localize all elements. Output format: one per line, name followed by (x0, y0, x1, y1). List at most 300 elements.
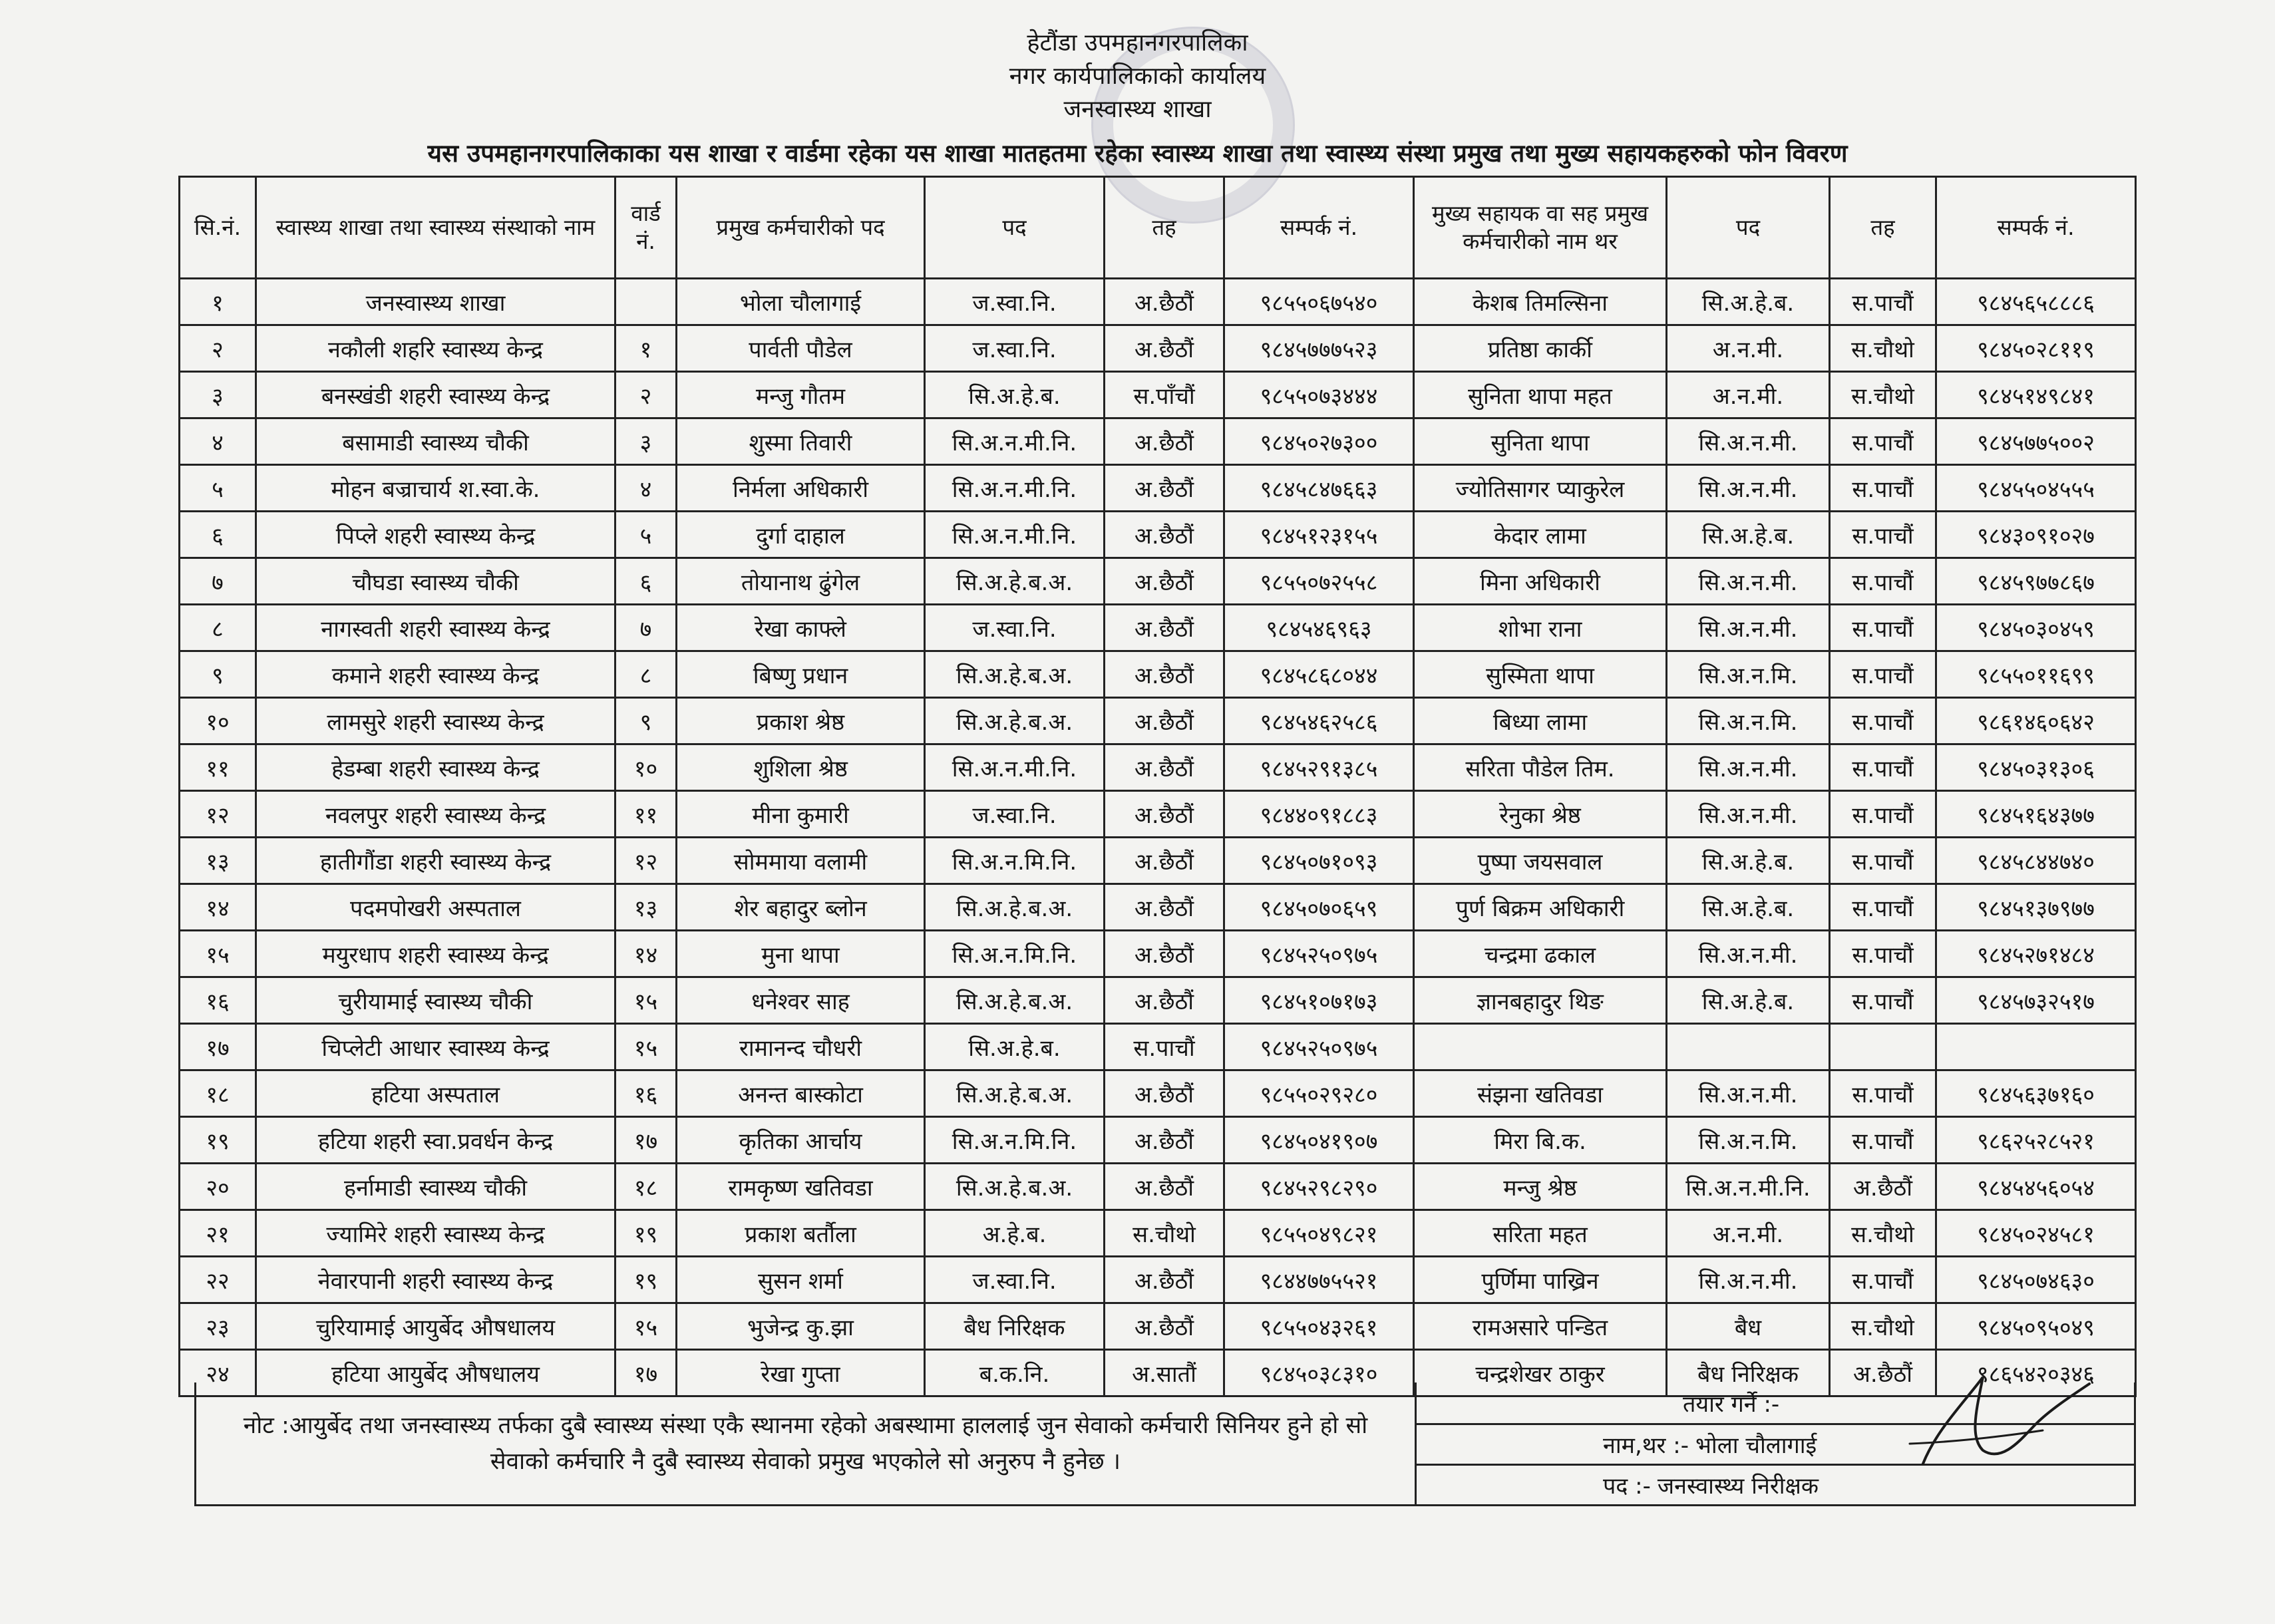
cell-assistant-level: स.पाचौं (1830, 605, 1936, 651)
cell-assistant-contact: ९८४३०९१०२७ (1936, 512, 2136, 558)
cell-ward-no: १९ (615, 1257, 677, 1303)
cell-chief-employee: धनेश्वर साह (677, 977, 925, 1024)
cell-assistant-post: सि.अ.न.मी. (1667, 1070, 1830, 1117)
cell-assistant-level: अ.छैठौं (1830, 1164, 1936, 1210)
header-assistant-post: पद (1667, 177, 1830, 279)
cell-assistant-contact: ९८४५२७१४८४ (1936, 931, 2136, 977)
cell-level: अ.छैठौं (1105, 791, 1224, 838)
table-row (180, 977, 2136, 1024)
cell-assistant-name: ज्योतिसागर प्याकुरेल (1414, 465, 1667, 512)
cell-assistant-post: सि.अ.न.मि. (1667, 1117, 1830, 1164)
cell-contact-no: ९८४५२९८२९० (1224, 1164, 1414, 1210)
cell-assistant-post: सि.अ.न.मी. (1667, 418, 1830, 465)
cell-assistant-level: स.पाचौं (1830, 744, 1936, 791)
cell-assistant-contact: ९८४५०२८११९ (1936, 325, 2136, 372)
cell-post: बैध निरिक्षक (925, 1303, 1105, 1350)
cell-sn: १९ (180, 1117, 256, 1164)
cell-assistant-name: प्रतिष्ठा कार्की (1414, 325, 1667, 372)
cell-sn: १२ (180, 791, 256, 838)
cell-level: स.पाचौं (1105, 1024, 1224, 1070)
cell-assistant-post: बैध (1667, 1303, 1830, 1350)
cell-contact-no: ९८४५०३८३१० (1224, 1350, 1414, 1396)
cell-sn: २३ (180, 1303, 256, 1350)
cell-institution-name: हटिया आयुर्बेद औषधालय (256, 1350, 615, 1396)
cell-institution-name: चुरीयामाई स्वास्थ्य चौकी (256, 977, 615, 1024)
cell-level: अ.छैठौं (1105, 558, 1224, 605)
cell-contact-no: ९८५५०४३२६१ (1224, 1303, 1414, 1350)
header-chief-employee: प्रमुख कर्मचारीको पद (677, 177, 925, 279)
cell-post: सि.अ.हे.ब.अ. (925, 884, 1105, 931)
cell-post: ज.स्वा.नि. (925, 325, 1105, 372)
cell-contact-no: ९८४५२५०९७५ (1224, 1024, 1414, 1070)
cell-assistant-post: बैध निरिक्षक (1667, 1350, 1830, 1396)
cell-chief-employee: अनन्त बास्कोटा (677, 1070, 925, 1117)
cell-sn: ६ (180, 512, 256, 558)
cell-level: अ.छैठौं (1105, 1117, 1224, 1164)
cell-assistant-post: सि.अ.हे.ब. (1667, 838, 1830, 884)
cell-post: सि.अ.न.मी.नि. (925, 465, 1105, 512)
cell-assistant-contact: ९८४५१६४३७७ (1936, 791, 2136, 838)
contact-table (178, 176, 2137, 1397)
cell-ward-no: १७ (615, 1350, 677, 1396)
cell-post: सि.अ.न.मि.नि. (925, 1117, 1105, 1164)
cell-post: सि.अ.न.मि.नि. (925, 838, 1105, 884)
cell-chief-employee: निर्मला अधिकारी (677, 465, 925, 512)
cell-assistant-contact: ९८४५०९५०४९ (1936, 1303, 2136, 1350)
cell-assistant-level: स.पाचौं (1830, 1117, 1936, 1164)
cell-institution-name: मयुरधाप शहरी स्वास्थ्य केन्द्र (256, 931, 615, 977)
table-row (180, 651, 2136, 698)
table-row (180, 465, 2136, 512)
table-row (180, 558, 2136, 605)
cell-ward-no: १२ (615, 838, 677, 884)
cell-post: सि.अ.हे.ब.अ. (925, 1070, 1105, 1117)
cell-assistant-contact: ९८६२५२८५२१ (1936, 1117, 2136, 1164)
table-row (180, 931, 2136, 977)
cell-assistant-level: स.पाचौं (1830, 558, 1936, 605)
cell-assistant-contact: ९८४५७३२५१७ (1936, 977, 2136, 1024)
cell-sn: ७ (180, 558, 256, 605)
cell-ward-no: १० (615, 744, 677, 791)
table-row (180, 744, 2136, 791)
header-institution-name: स्वास्थ्य शाखा तथा स्वास्थ्य संस्थाको नाम (256, 177, 615, 279)
cell-ward-no: १३ (615, 884, 677, 931)
cell-chief-employee: तोयानाथ ढुंगेल (677, 558, 925, 605)
cell-institution-name: हटिया अस्पताल (256, 1070, 615, 1117)
cell-level: अ.छैठौं (1105, 418, 1224, 465)
header-post: पद (925, 177, 1105, 279)
cell-assistant-level: स.पाचौं (1830, 465, 1936, 512)
cell-post: सि.अ.हे.ब.अ. (925, 651, 1105, 698)
cell-contact-no: ९८४५१२३१५५ (1224, 512, 1414, 558)
table-row (180, 1164, 2136, 1210)
cell-assistant-level: स.पाचौं (1830, 931, 1936, 977)
cell-assistant-name: रेनुका श्रेष्ठ (1414, 791, 1667, 838)
cell-assistant-name: पुर्ण बिक्रम अधिकारी (1414, 884, 1667, 931)
header-assistant-contact: सम्पर्क नं. (1936, 177, 2136, 279)
table-row (180, 1257, 2136, 1303)
cell-ward-no: ९ (615, 698, 677, 744)
table-body (180, 279, 2136, 1396)
table-row (180, 1303, 2136, 1350)
cell-assistant-level: स.पाचौं (1830, 977, 1936, 1024)
preparer-post-value: जनस्वास्थ्य निरीक्षक (1657, 1473, 1819, 1500)
cell-post: सि.अ.न.मी.नि. (925, 418, 1105, 465)
cell-assistant-contact: ९८४५८४४७४० (1936, 838, 2136, 884)
cell-ward-no: १४ (615, 931, 677, 977)
table-row (180, 325, 2136, 372)
cell-assistant-name: चन्द्रमा ढकाल (1414, 931, 1667, 977)
cell-ward-no: ८ (615, 651, 677, 698)
cell-assistant-name: ज्ञानबहादुर थिङ (1414, 977, 1667, 1024)
cell-sn: १६ (180, 977, 256, 1024)
cell-contact-no: ९८५५०७२५५८ (1224, 558, 1414, 605)
table-row (180, 838, 2136, 884)
cell-assistant-level: स.पाचौं (1830, 651, 1936, 698)
cell-assistant-contact: ९८६५४२०३४६ (1936, 1350, 2136, 1396)
table-row (180, 605, 2136, 651)
header-sn: सि.नं. (180, 177, 256, 279)
cell-contact-no: ९८४५८४७६६३ (1224, 465, 1414, 512)
cell-assistant-name: संझना खतिवडा (1414, 1070, 1667, 1117)
cell-sn: २२ (180, 1257, 256, 1303)
cell-assistant-name: सुनिता थापा महत (1414, 372, 1667, 418)
cell-level: अ.सातौं (1105, 1350, 1224, 1396)
cell-sn: २ (180, 325, 256, 372)
cell-assistant-name: चन्द्रशेखर ठाकुर (1414, 1350, 1667, 1396)
office-name: नगर कार्यपालिकाको कार्यालय (1009, 63, 1266, 90)
cell-institution-name: नागस्वती शहरी स्वास्थ्य केन्द्र (256, 605, 615, 651)
cell-assistant-post: सि.अ.न.मी. (1667, 1257, 1830, 1303)
cell-assistant-contact: ९८४५४५६०५४ (1936, 1164, 2136, 1210)
cell-assistant-name: मिना अधिकारी (1414, 558, 1667, 605)
header-assistant-name: मुख्य सहायक वा सह प्रमुख कर्मचारीको नाम थर (1414, 177, 1667, 279)
cell-institution-name: नवलपुर शहरी स्वास्थ्य केन्द्र (256, 791, 615, 838)
table-row (180, 418, 2136, 465)
cell-assistant-name: केशब तिमल्सिना (1414, 279, 1667, 325)
cell-level: अ.छैठौं (1105, 698, 1224, 744)
cell-sn: १ (180, 279, 256, 325)
cell-chief-employee: भोला चौलागाई (677, 279, 925, 325)
cell-sn: १४ (180, 884, 256, 931)
cell-chief-employee: दुर्गा दाहाल (677, 512, 925, 558)
cell-assistant-contact: ९८४५०२४५८१ (1936, 1210, 2136, 1257)
cell-ward-no: ४ (615, 465, 677, 512)
header-contact-no: सम्पर्क नं. (1224, 177, 1414, 279)
cell-post: सि.अ.हे.ब. (925, 372, 1105, 418)
cell-assistant-name: बिध्या लामा (1414, 698, 1667, 744)
cell-post: ज.स्वा.नि. (925, 1257, 1105, 1303)
cell-level: अ.छैठौं (1105, 512, 1224, 558)
table-header-row (180, 177, 2136, 279)
cell-ward-no (615, 279, 677, 325)
cell-assistant-level: स.पाचौं (1830, 884, 1936, 931)
cell-institution-name: हेडम्बा शहरी स्वास्थ्य केन्द्र (256, 744, 615, 791)
handwritten-signature (1883, 1364, 2096, 1477)
cell-level: अ.छैठौं (1105, 838, 1224, 884)
header-ward-no: वार्ड नं. (615, 177, 677, 279)
cell-assistant-level: स.पाचौं (1830, 279, 1936, 325)
cell-assistant-contact: ९८४५०७४६३० (1936, 1257, 2136, 1303)
table-row (180, 791, 2136, 838)
cell-post: सि.अ.हे.ब.अ. (925, 1164, 1105, 1210)
cell-assistant-contact: ९८४५७७५००२ (1936, 418, 2136, 465)
cell-assistant-level: स.चौथो (1830, 325, 1936, 372)
cell-assistant-level: स.चौथो (1830, 1303, 1936, 1350)
cell-assistant-post: अ.न.मी. (1667, 372, 1830, 418)
cell-post: सि.अ.हे.ब. (925, 1024, 1105, 1070)
cell-assistant-level: अ.छैठौं (1830, 1350, 1936, 1396)
cell-ward-no: १७ (615, 1117, 677, 1164)
table-row (180, 372, 2136, 418)
cell-level: अ.छैठौं (1105, 744, 1224, 791)
cell-post: सि.अ.हे.ब.अ. (925, 977, 1105, 1024)
cell-assistant-name: सुस्मिता थापा (1414, 651, 1667, 698)
cell-sn: ८ (180, 605, 256, 651)
cell-ward-no: १५ (615, 977, 677, 1024)
cell-chief-employee: प्रकाश श्रेष्ठ (677, 698, 925, 744)
cell-institution-name: हर्नामाडी स्वास्थ्य चौकी (256, 1164, 615, 1210)
cell-contact-no: ९८४५०७०६५९ (1224, 884, 1414, 931)
cell-institution-name: पदमपोखरी अस्पताल (256, 884, 615, 931)
cell-assistant-post: सि.अ.न.मी. (1667, 931, 1830, 977)
cell-chief-employee: रामकृष्ण खतिवडा (677, 1164, 925, 1210)
cell-institution-name: हटिया शहरी स्वा.प्रवर्धन केन्द्र (256, 1117, 615, 1164)
cell-assistant-contact: ९८४५०३१३०६ (1936, 744, 2136, 791)
cell-level: अ.छैठौं (1105, 1257, 1224, 1303)
cell-assistant-post: सि.अ.हे.ब. (1667, 884, 1830, 931)
cell-sn: ११ (180, 744, 256, 791)
cell-assistant-contact: ९८४५१४९८४१ (1936, 372, 2136, 418)
table-row (180, 512, 2136, 558)
cell-ward-no: ६ (615, 558, 677, 605)
cell-level: अ.छैठौं (1105, 1070, 1224, 1117)
cell-level: अ.छैठौं (1105, 1303, 1224, 1350)
cell-assistant-post: सि.अ.न.मी. (1667, 558, 1830, 605)
cell-institution-name: पिप्ले शहरी स्वास्थ्य केन्द्र (256, 512, 615, 558)
cell-ward-no: १९ (615, 1210, 677, 1257)
cell-contact-no: ९८५५०६७५४० (1224, 279, 1414, 325)
cell-post: ज.स्वा.नि. (925, 791, 1105, 838)
cell-institution-name: नेवारपानी शहरी स्वास्थ्य केन्द्र (256, 1257, 615, 1303)
table-row (180, 698, 2136, 744)
cell-contact-no: ९८५५०२९२८० (1224, 1070, 1414, 1117)
cell-ward-no: १५ (615, 1303, 677, 1350)
cell-sn: २० (180, 1164, 256, 1210)
cell-level: अ.छैठौं (1105, 605, 1224, 651)
cell-sn: १७ (180, 1024, 256, 1070)
table-row (180, 1117, 2136, 1164)
cell-contact-no: ९८४५७७७५२३ (1224, 325, 1414, 372)
cell-level: अ.छैठौं (1105, 279, 1224, 325)
cell-assistant-contact: ९८६१४६०६४२ (1936, 698, 2136, 744)
cell-level: अ.छैठौं (1105, 977, 1224, 1024)
section-name: जनस्वास्थ्य शाखा (1063, 96, 1212, 123)
cell-post: सि.अ.न.मी.नि. (925, 744, 1105, 791)
cell-institution-name: लामसुरे शहरी स्वास्थ्य केन्द्र (256, 698, 615, 744)
cell-institution-name: चिप्लेटी आधार स्वास्थ्य केन्द्र (256, 1024, 615, 1070)
cell-institution-name: मोहन बज्राचार्य श.स्वा.के. (256, 465, 615, 512)
cell-assistant-contact: ९८५५०११६९९ (1936, 651, 2136, 698)
footer-note: नोट :आयुर्बेद तथा जनस्वास्थ्य तर्फका दुबै स्वास्थ्य संस्था एकै स्थानमा रहेको अबस्थामा हाललाई जुन सेवाको कर्मचारी सिनियर हुने हो सो सेवाको कर्मचारि नै दुबै स्वास्थ्य सेवाको प्रमुख भएकोले सो अनुरुप नै हुनेछ । (196, 1382, 1417, 1504)
cell-institution-name: हातीगौंडा शहरी स्वास्थ्य केन्द्र (256, 838, 615, 884)
document-header (0, 27, 2275, 172)
cell-assistant-post: सि.अ.हे.ब. (1667, 977, 1830, 1024)
cell-assistant-post: सि.अ.न.मी.नि. (1667, 1164, 1830, 1210)
cell-institution-name: बनस्खंडी शहरी स्वास्थ्य केन्द्र (256, 372, 615, 418)
cell-assistant-contact (1936, 1024, 2136, 1070)
cell-assistant-level: स.चौथो (1830, 372, 1936, 418)
cell-assistant-post: सि.अ.हे.ब. (1667, 512, 1830, 558)
cell-contact-no: ९८५५०७३४४४ (1224, 372, 1414, 418)
table-row (180, 1210, 2136, 1257)
cell-assistant-post: सि.अ.न.मि. (1667, 698, 1830, 744)
cell-assistant-contact: ९८४५०३०४५९ (1936, 605, 2136, 651)
table-row (180, 279, 2136, 325)
cell-chief-employee: मन्जु गौतम (677, 372, 925, 418)
cell-sn: १० (180, 698, 256, 744)
cell-sn: २१ (180, 1210, 256, 1257)
table-row (180, 884, 2136, 931)
cell-chief-employee: प्रकाश बर्तौला (677, 1210, 925, 1257)
cell-assistant-level: स.पाचौं (1830, 1257, 1936, 1303)
cell-sn: ३ (180, 372, 256, 418)
cell-contact-no: ९८४४०९१८८३ (1224, 791, 1414, 838)
cell-chief-employee: पार्वती पौडेल (677, 325, 925, 372)
cell-chief-employee: भुजेन्द्र कु.झा (677, 1303, 925, 1350)
cell-level: अ.छैठौं (1105, 884, 1224, 931)
cell-assistant-level (1830, 1024, 1936, 1070)
cell-assistant-post: सि.अ.हे.ब. (1667, 279, 1830, 325)
cell-assistant-name: पुर्णिमा पाख्रिन (1414, 1257, 1667, 1303)
cell-assistant-level: स.पाचौं (1830, 1070, 1936, 1117)
cell-assistant-name: सरिता पौडेल तिम. (1414, 744, 1667, 791)
cell-chief-employee: मीना कुमारी (677, 791, 925, 838)
cell-institution-name: चुरियामाई आयुर्बेद औषधालय (256, 1303, 615, 1350)
cell-contact-no: ९८४५२५०९७५ (1224, 931, 1414, 977)
cell-level: स.चौथो (1105, 1210, 1224, 1257)
cell-sn: १३ (180, 838, 256, 884)
cell-contact-no: ९८४५४६२५८६ (1224, 698, 1414, 744)
cell-level: अ.छैठौं (1105, 651, 1224, 698)
footer-section (194, 1382, 2136, 1506)
cell-post: सि.अ.न.मी.नि. (925, 512, 1105, 558)
cell-contact-no: ९८४५८६८०४४ (1224, 651, 1414, 698)
cell-institution-name: ज्यामिरे शहरी स्वास्थ्य केन्द्र (256, 1210, 615, 1257)
cell-ward-no: ५ (615, 512, 677, 558)
cell-assistant-name: केदार लामा (1414, 512, 1667, 558)
cell-institution-name: जनस्वास्थ्य शाखा (256, 279, 615, 325)
cell-assistant-name: पुष्पा जयसवाल (1414, 838, 1667, 884)
cell-ward-no: ११ (615, 791, 677, 838)
cell-post: सि.अ.हे.ब.अ. (925, 698, 1105, 744)
cell-assistant-name: सुनिता थापा (1414, 418, 1667, 465)
cell-institution-name: नकौली शहरि स्वास्थ्य केन्द्र (256, 325, 615, 372)
prepared-by-label: तयार गर्ने :- (1683, 1390, 1780, 1418)
cell-assistant-contact: ९८४५५०४५५५ (1936, 465, 2136, 512)
cell-institution-name: चौघडा स्वास्थ्य चौकी (256, 558, 615, 605)
header-level: तह (1105, 177, 1224, 279)
cell-ward-no: १५ (615, 1024, 677, 1070)
cell-sn: ५ (180, 465, 256, 512)
document-title: यस उपमहानगरपालिकाका यस शाखा र वार्डमा रहेका यस शाखा मातहतमा रहेका स्वास्थ्य शाखा तथा स्वास्थ्य संस्था प्रमुख तथा मुख्य सहायकहरुको फोन विवरण (427, 139, 1848, 168)
cell-assistant-post: सि.अ.न.मी. (1667, 605, 1830, 651)
cell-assistant-post: अ.न.मी. (1667, 325, 1830, 372)
cell-sn: १८ (180, 1070, 256, 1117)
cell-chief-employee: कृतिका आर्चाय (677, 1117, 925, 1164)
cell-assistant-level: स.पाचौं (1830, 698, 1936, 744)
cell-institution-name: बसामाडी स्वास्थ्य चौकी (256, 418, 615, 465)
cell-assistant-post: सि.अ.न.मी. (1667, 744, 1830, 791)
cell-level: अ.छैठौं (1105, 325, 1224, 372)
cell-assistant-post: सि.अ.न.मी. (1667, 791, 1830, 838)
cell-chief-employee: शुशिला श्रेष्ठ (677, 744, 925, 791)
cell-chief-employee: मुना थापा (677, 931, 925, 977)
table-row (180, 1024, 2136, 1070)
cell-chief-employee: रामानन्द चौधरी (677, 1024, 925, 1070)
cell-level: अ.छैठौं (1105, 465, 1224, 512)
cell-assistant-name: मिरा बि.क. (1414, 1117, 1667, 1164)
cell-level: अ.छैठौं (1105, 931, 1224, 977)
preparer-name-label: नाम,थर :- (1603, 1432, 1689, 1459)
cell-assistant-name: शोभा राना (1414, 605, 1667, 651)
cell-sn: ९ (180, 651, 256, 698)
cell-contact-no: ९८४५४६९६३ (1224, 605, 1414, 651)
cell-sn: १५ (180, 931, 256, 977)
cell-assistant-post: सि.अ.न.मी. (1667, 465, 1830, 512)
cell-assistant-level: स.पाचौं (1830, 512, 1936, 558)
cell-institution-name: कमाने शहरी स्वास्थ्य केन्द्र (256, 651, 615, 698)
cell-level: स.पाँचौं (1105, 372, 1224, 418)
cell-ward-no: ३ (615, 418, 677, 465)
cell-sn: ४ (180, 418, 256, 465)
header-assistant-level: तह (1830, 177, 1936, 279)
cell-post: ज.स्वा.नि. (925, 605, 1105, 651)
cell-contact-no: ९८४४७७५५२१ (1224, 1257, 1414, 1303)
cell-assistant-name: मन्जु श्रेष्ठ (1414, 1164, 1667, 1210)
cell-assistant-name: सरिता महत (1414, 1210, 1667, 1257)
cell-ward-no: १ (615, 325, 677, 372)
cell-assistant-contact: ९८४५६३७१६० (1936, 1070, 2136, 1117)
cell-chief-employee: सुसन शर्मा (677, 1257, 925, 1303)
cell-post: अ.हे.ब. (925, 1210, 1105, 1257)
cell-ward-no: २ (615, 372, 677, 418)
preparer-post-label: पद :- (1603, 1473, 1651, 1500)
cell-level: अ.छैठौं (1105, 1164, 1224, 1210)
preparer-name-value: भोला चौलागाई (1695, 1432, 1817, 1459)
cell-post: ब.क.नि. (925, 1350, 1105, 1396)
cell-contact-no: ९८५५०४९८२१ (1224, 1210, 1414, 1257)
cell-post: ज.स्वा.नि. (925, 279, 1105, 325)
cell-assistant-level: स.पाचौं (1830, 838, 1936, 884)
cell-chief-employee: शेर बहादुर ब्लोन (677, 884, 925, 931)
cell-assistant-contact: ९८४५६५८८८६ (1936, 279, 2136, 325)
cell-assistant-post: अ.न.मी. (1667, 1210, 1830, 1257)
cell-contact-no: ९८४५०२७३०० (1224, 418, 1414, 465)
cell-assistant-contact: ९८४५९७७८६७ (1936, 558, 2136, 605)
cell-contact-no: ९८४५१०७१७३ (1224, 977, 1414, 1024)
cell-assistant-post: सि.अ.न.मि. (1667, 651, 1830, 698)
cell-chief-employee: रेखा काफ्ले (677, 605, 925, 651)
cell-ward-no: १८ (615, 1164, 677, 1210)
cell-assistant-name: रामअसारे पन्डित (1414, 1303, 1667, 1350)
cell-post: सि.अ.हे.ब.अ. (925, 558, 1105, 605)
cell-ward-no: १६ (615, 1070, 677, 1117)
cell-assistant-contact: ९८४५१३७९७७ (1936, 884, 2136, 931)
cell-contact-no: ९८४५२९१३८५ (1224, 744, 1414, 791)
cell-post: सि.अ.न.मि.नि. (925, 931, 1105, 977)
cell-chief-employee: रेखा गुप्ता (677, 1350, 925, 1396)
